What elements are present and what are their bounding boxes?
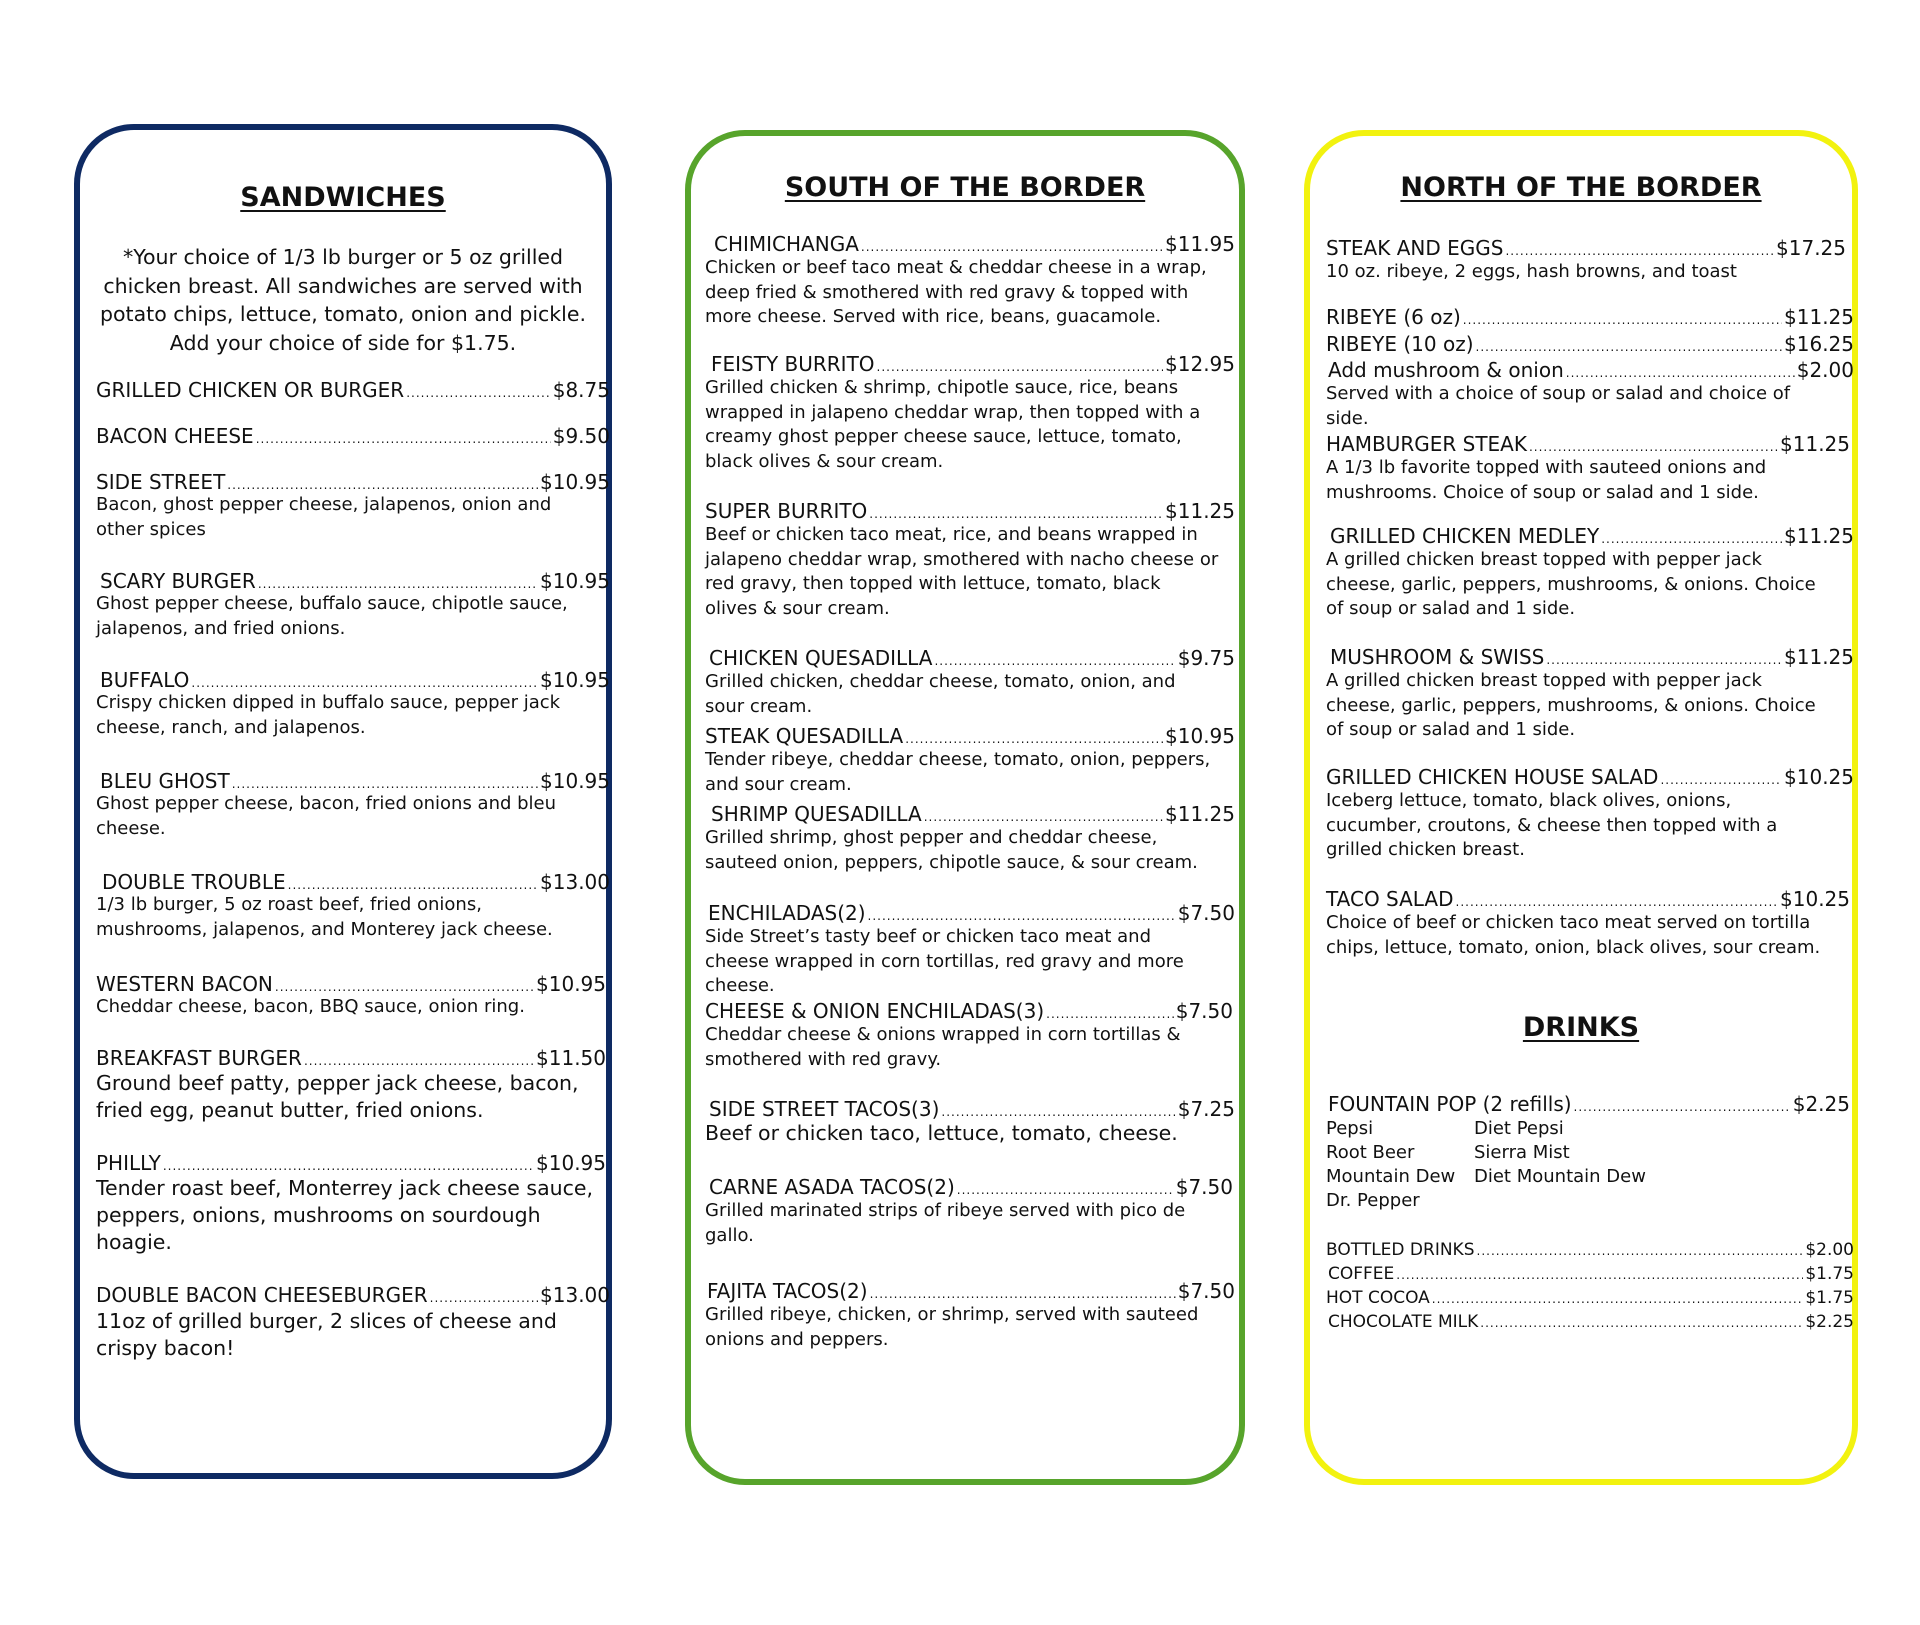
desc-line: Grilled chicken & shrimp, chipotle sauce, rice, beans [705, 377, 1179, 398]
item-price: $11.25 [1165, 499, 1235, 523]
intro-line: Add your choice of side for $1.75. [169, 330, 517, 355]
desc-line: Choice of beef or chicken taco meat served on tortilla [1326, 912, 1811, 933]
drink-flavor: Mountain Dew [1326, 1166, 1456, 1187]
desc-line: smothered with red gravy. [705, 1048, 942, 1070]
drink-flavor-list-left [1326, 1117, 1455, 1213]
drink-flavor: Sierra Mist [1474, 1142, 1570, 1163]
item-description [705, 1199, 1185, 1248]
item-price: $13.00 [540, 1283, 610, 1307]
item-price: $7.50 [1175, 1175, 1233, 1199]
item-name: CARNE ASADA TACOS(2) [709, 1175, 955, 1199]
item-description [96, 691, 560, 740]
item-name: CHOCOLATE MILK [1328, 1312, 1479, 1332]
leader-dots [406, 378, 551, 405]
desc-line: A 1/3 lb favorite topped with sauteed onions and [1326, 457, 1767, 478]
leader-dots [430, 1283, 538, 1310]
desc-line: Beef or chicken taco meat, rice, and beans wrapped in [705, 524, 1198, 545]
desc-line: of soup or salad and 1 side. [1326, 598, 1576, 619]
item-price: $8.75 [552, 378, 610, 402]
intro-line: *Your choice of 1/3 lb burger or 5 oz grilled [122, 245, 564, 269]
menu-item [705, 499, 1235, 526]
menu-item [1330, 524, 1854, 551]
item-price: $2.25 [1805, 1312, 1854, 1332]
item-description [96, 592, 568, 641]
item-price: $10.95 [540, 668, 610, 692]
item-name: GRILLED CHICKEN OR BURGER [96, 378, 405, 402]
leader-dots [1505, 236, 1774, 263]
desc-line: Ground beef patty, pepper jack cheese, bacon, [96, 1071, 579, 1095]
menu-item [96, 424, 610, 451]
leader-dots [256, 424, 551, 451]
desc-line: A grilled chicken breast topped with pepper jack [1326, 670, 1762, 691]
leader-dots [1046, 999, 1174, 1026]
item-name: Add mushroom & onion [1328, 358, 1564, 382]
item-price: $7.50 [1175, 999, 1233, 1023]
desc-line: grilled chicken breast. [1326, 839, 1525, 860]
desc-line: onions and peppers. [705, 1328, 889, 1350]
leader-dots [1546, 645, 1782, 672]
item-description [705, 523, 1218, 621]
desc-line: creamy ghost pepper cheese sauce, lettuce, tomato, [705, 426, 1182, 447]
item-name: BUFFALO [100, 668, 190, 692]
item-price: $10.95 [540, 470, 610, 494]
drinks-title: DRINKS [1522, 1012, 1640, 1043]
item-price: $11.25 [1784, 524, 1854, 548]
item-price: $1.75 [1805, 1264, 1854, 1284]
leader-dots [1529, 432, 1778, 459]
item-name: MUSHROOM & SWISS [1330, 645, 1545, 669]
item-name: SUPER BURRITO [705, 499, 868, 523]
menu-item [1326, 332, 1854, 359]
desc-line: hoagie. [96, 1230, 172, 1254]
item-price: $11.25 [1784, 305, 1854, 329]
drink-flavor: Dr. Pepper [1326, 1190, 1420, 1211]
menu-item [1326, 1285, 1854, 1310]
item-price: $2.00 [1805, 1240, 1854, 1260]
item-price: $11.25 [1780, 432, 1850, 456]
item-description [705, 826, 1198, 875]
north-title: NORTH OF THE BORDER [1400, 172, 1762, 203]
item-name: PHILLY [96, 1151, 161, 1175]
item-name: COFFEE [1328, 1264, 1395, 1284]
leader-dots [1463, 305, 1782, 332]
item-description [96, 493, 551, 542]
item-description [705, 1023, 1181, 1072]
desc-line: jalapenos, and fried onions. [96, 617, 346, 639]
menu-item [1328, 1309, 1854, 1334]
item-name: WESTERN BACON [96, 972, 273, 996]
north-panel [1304, 130, 1858, 1485]
item-name: BACON CHEESE [96, 424, 254, 448]
menu-item [714, 232, 1235, 259]
menu-item [709, 646, 1235, 673]
desc-line: A grilled chicken breast topped with pepper jack [1326, 549, 1762, 570]
desc-line: peppers, onions, mushrooms on sourdough [96, 1203, 541, 1227]
menu-item [1328, 1261, 1854, 1286]
item-description [96, 1070, 579, 1124]
item-name: HOT COCOA [1326, 1288, 1430, 1308]
menu-item [96, 1046, 606, 1073]
item-name: FAJITA TACOS(2) [707, 1279, 868, 1303]
drink-flavor: Pepsi [1326, 1118, 1374, 1139]
desc-line: 11oz of grilled burger, 2 slices of cheese and [96, 1309, 557, 1333]
desc-line: mushrooms. Choice of soup or salad and 1 side. [1326, 481, 1759, 503]
menu-item [709, 1175, 1233, 1202]
desc-line: cheese, garlic, peppers, mushrooms, & onions. Choice [1326, 573, 1816, 595]
item-name: GRILLED CHICKEN HOUSE SALAD [1326, 765, 1659, 789]
desc-line: 10 oz. ribeye, 2 eggs, hash browns, and toast [1326, 261, 1737, 282]
menu-item [705, 724, 1235, 751]
desc-line: Iceberg lettuce, tomato, black olives, onions, [1326, 790, 1732, 811]
desc-line: Served with a choice of soup or salad and choice of [1326, 383, 1791, 404]
leader-dots [905, 724, 1163, 751]
item-name: HAMBURGER STEAK [1326, 432, 1527, 456]
menu-item [1326, 1237, 1854, 1262]
desc-line: Grilled marinated strips of ribeye served with pico de [705, 1200, 1186, 1221]
item-price: $12.95 [1165, 352, 1235, 376]
desc-line: and sour cream. [705, 773, 852, 795]
leader-dots [1432, 1285, 1804, 1310]
sandwiches-intro [98, 243, 588, 357]
menu-item [1328, 358, 1854, 385]
south-title: SOUTH OF THE BORDER [784, 172, 1146, 203]
item-name: BREAKFAST BURGER [96, 1046, 302, 1070]
desc-line: side. [1326, 407, 1369, 429]
desc-line: Grilled ribeye, chicken, or shrimp, served with sauteed [705, 1304, 1199, 1325]
desc-line: sour cream. [705, 695, 813, 717]
item-description [705, 1303, 1198, 1352]
item-price: $10.25 [1780, 887, 1850, 911]
item-description [1326, 911, 1820, 960]
menu-item [1326, 432, 1850, 459]
desc-line: wrapped in jalapeno cheddar wrap, then topped with a [705, 401, 1201, 423]
menu-item [96, 1283, 610, 1310]
leader-dots [304, 1046, 534, 1073]
desc-line: Cheddar cheese, bacon, BBQ sauce, onion ring. [96, 996, 525, 1017]
leader-dots [924, 802, 1163, 829]
item-description [705, 748, 1210, 797]
item-description [96, 893, 553, 942]
item-description [96, 1175, 593, 1256]
item-name: SHRIMP QUESADILLA [711, 802, 922, 826]
item-name: RIBEYE (10 oz) [1326, 332, 1474, 356]
leader-dots [877, 352, 1163, 379]
item-price: $11.50 [536, 1046, 606, 1070]
leader-dots [1396, 1261, 1803, 1286]
drink-flavor: Root Beer [1326, 1142, 1415, 1163]
item-description [1326, 669, 1816, 743]
menu-item [1326, 236, 1846, 263]
leader-dots [1601, 524, 1782, 551]
item-description [1326, 789, 1777, 863]
desc-line: chips, lettuce, tomato, onion, black olives, sour cream. [1326, 936, 1821, 958]
desc-line: olives & sour cream. [705, 597, 890, 619]
desc-line: sauteed onion, peppers, chipotle sauce, & sour cream. [705, 851, 1198, 873]
item-price: $7.25 [1177, 1097, 1235, 1121]
item-name: STEAK AND EGGS [1326, 236, 1504, 260]
item-name: CHIMICHANGA [714, 232, 859, 256]
item-price: $17.25 [1776, 236, 1846, 260]
leader-dots [1566, 358, 1795, 385]
item-name: SCARY BURGER [100, 569, 256, 593]
item-price: $1.75 [1805, 1288, 1854, 1308]
item-description [96, 995, 525, 1020]
leader-dots [1477, 1237, 1804, 1262]
item-price: $7.50 [1177, 901, 1235, 925]
menu-item [1326, 305, 1854, 332]
item-price: $7.50 [1177, 1279, 1235, 1303]
item-description [1326, 260, 1737, 285]
desc-line: red gravy, then topped with lettuce, tomato, black [705, 573, 1161, 594]
desc-line: deep fried & smothered with red gravy & topped with [705, 281, 1189, 303]
item-name: RIBEYE (6 oz) [1326, 305, 1461, 329]
item-price: $11.25 [1165, 802, 1235, 826]
desc-line: Bacon, ghost pepper cheese, jalapenos, onion and [96, 494, 552, 515]
item-description [705, 1120, 1178, 1147]
desc-line: Ghost pepper cheese, buffalo sauce, chipotle sauce, [96, 593, 568, 614]
item-price: $13.00 [540, 870, 610, 894]
leader-dots [1574, 1092, 1791, 1119]
menu-item [1328, 1092, 1850, 1119]
menu-item [96, 1151, 606, 1178]
menu-item [711, 352, 1235, 379]
item-price: $11.95 [1165, 232, 1235, 256]
desc-line: cheese, ranch, and jalapenos. [96, 716, 366, 738]
item-name: FOUNTAIN POP (2 refills) [1328, 1092, 1572, 1116]
item-price: $10.95 [1165, 724, 1235, 748]
desc-line: mushrooms, jalapenos, and Monterey jack cheese. [96, 918, 553, 940]
item-name: BLEU GHOST [100, 769, 230, 793]
item-name: FEISTY BURRITO [711, 352, 875, 376]
desc-line: Crispy chicken dipped in buffalo sauce, pepper jack [96, 692, 561, 713]
leader-dots [1660, 765, 1782, 792]
desc-line: crispy bacon! [96, 1336, 235, 1360]
item-price: $2.25 [1792, 1092, 1850, 1116]
leader-dots [869, 499, 1163, 526]
leader-dots [861, 232, 1163, 259]
item-name: GRILLED CHICKEN MEDLEY [1330, 524, 1600, 548]
menu-item [708, 901, 1235, 928]
item-price: $10.95 [540, 769, 610, 793]
desc-line: Chicken or beef taco meat & cheddar cheese in a wrap, [705, 257, 1207, 278]
menu-item [1330, 645, 1854, 672]
menu-item [96, 378, 610, 405]
item-description [96, 792, 556, 841]
item-description [705, 256, 1207, 330]
sandwiches-title: SANDWICHES [240, 182, 446, 213]
menu-item [1326, 765, 1854, 792]
item-name: DOUBLE BACON CHEESEBURGER [96, 1283, 428, 1307]
item-name: TACO SALAD [1326, 887, 1454, 911]
desc-line: jalapeno cheddar wrap, smothered with nacho cheese or [705, 548, 1219, 570]
item-name: ENCHILADAS(2) [708, 901, 866, 925]
desc-line: Grilled shrimp, ghost pepper and cheddar cheese, [705, 827, 1158, 848]
desc-line: cheese wrapped in corn tortillas, red gravy and more [705, 950, 1184, 972]
item-price: $11.25 [1784, 645, 1854, 669]
item-price: $10.95 [536, 1151, 606, 1175]
item-price: $16.25 [1784, 332, 1854, 356]
item-description [1326, 382, 1790, 431]
desc-line: cheese, garlic, peppers, mushrooms, & onions. Choice [1326, 694, 1816, 716]
menu-item [711, 802, 1235, 829]
desc-line: cucumber, croutons, & cheese then topped with a [1326, 814, 1778, 836]
item-price: $10.95 [536, 972, 606, 996]
desc-line: Beef or chicken taco, lettuce, tomato, cheese. [705, 1121, 1178, 1145]
item-name: CHICKEN QUESADILLA [709, 646, 933, 670]
item-name: SIDE STREET [96, 470, 226, 494]
drink-flavor: Diet Mountain Dew [1474, 1166, 1646, 1187]
desc-line: Ghost pepper cheese, bacon, fried onions and bleu [96, 793, 557, 814]
desc-line: gallo. [705, 1224, 754, 1246]
south-panel [685, 130, 1245, 1485]
item-price: $2.00 [1796, 358, 1854, 382]
item-name: CHEESE & ONION ENCHILADAS(3) [705, 999, 1045, 1023]
leader-dots [1476, 332, 1783, 359]
item-description [1326, 548, 1816, 622]
item-name: STEAK QUESADILLA [705, 724, 904, 748]
menu-item [1326, 887, 1850, 914]
item-price: $10.25 [1784, 765, 1854, 789]
menu-item [705, 999, 1233, 1026]
item-description [705, 376, 1200, 474]
item-price: $9.50 [552, 424, 610, 448]
drink-flavor-list-right [1474, 1117, 1646, 1189]
desc-line: cheese. [96, 817, 166, 839]
desc-line: black olives & sour cream. [705, 450, 944, 472]
intro-line: potato chips, lettuce, tomato, onion and pickle. [100, 302, 586, 326]
desc-line: Cheddar cheese & onions wrapped in corn tortillas & [705, 1024, 1181, 1045]
leader-dots [957, 1175, 1174, 1202]
desc-line: cheese. [705, 975, 775, 996]
leader-dots [934, 646, 1175, 673]
desc-line: more cheese. Served with rice, beans, guacamole. [705, 306, 1162, 327]
item-description [705, 670, 1176, 719]
leader-dots [163, 1151, 534, 1178]
intro-line: chicken breast. All sandwiches are served with [103, 273, 583, 298]
desc-line: Grilled chicken, cheddar cheese, tomato, onion, and [705, 671, 1176, 692]
item-price: $9.75 [1177, 646, 1235, 670]
leader-dots [1480, 1309, 1803, 1334]
menu-item [707, 1279, 1235, 1306]
item-name: BOTTLED DRINKS [1326, 1240, 1475, 1260]
leader-dots [868, 901, 1176, 928]
leader-dots [870, 1279, 1176, 1306]
desc-line: Side Street’s tasty beef or chicken taco meat and [705, 926, 1152, 947]
item-description [1326, 456, 1766, 505]
item-name: DOUBLE TROUBLE [102, 870, 286, 894]
item-name: SIDE STREET TACOS(3) [709, 1097, 940, 1121]
item-description [705, 925, 1184, 999]
sandwiches-panel [74, 124, 612, 1479]
desc-line: Tender ribeye, cheddar cheese, tomato, onion, peppers, [705, 749, 1211, 770]
desc-line: other spices [96, 518, 206, 540]
item-price: $10.95 [540, 569, 610, 593]
desc-line: 1/3 lb burger, 5 oz roast beef, fried onions, [96, 894, 482, 915]
drink-flavor: Diet Pepsi [1474, 1118, 1564, 1139]
desc-line: fried egg, peanut butter, fried onions. [96, 1098, 484, 1122]
desc-line: Tender roast beef, Monterrey jack cheese sauce, [96, 1176, 594, 1200]
desc-line: of soup or salad and 1 side. [1326, 719, 1576, 740]
leader-dots [1456, 887, 1779, 914]
item-description [96, 1308, 557, 1362]
